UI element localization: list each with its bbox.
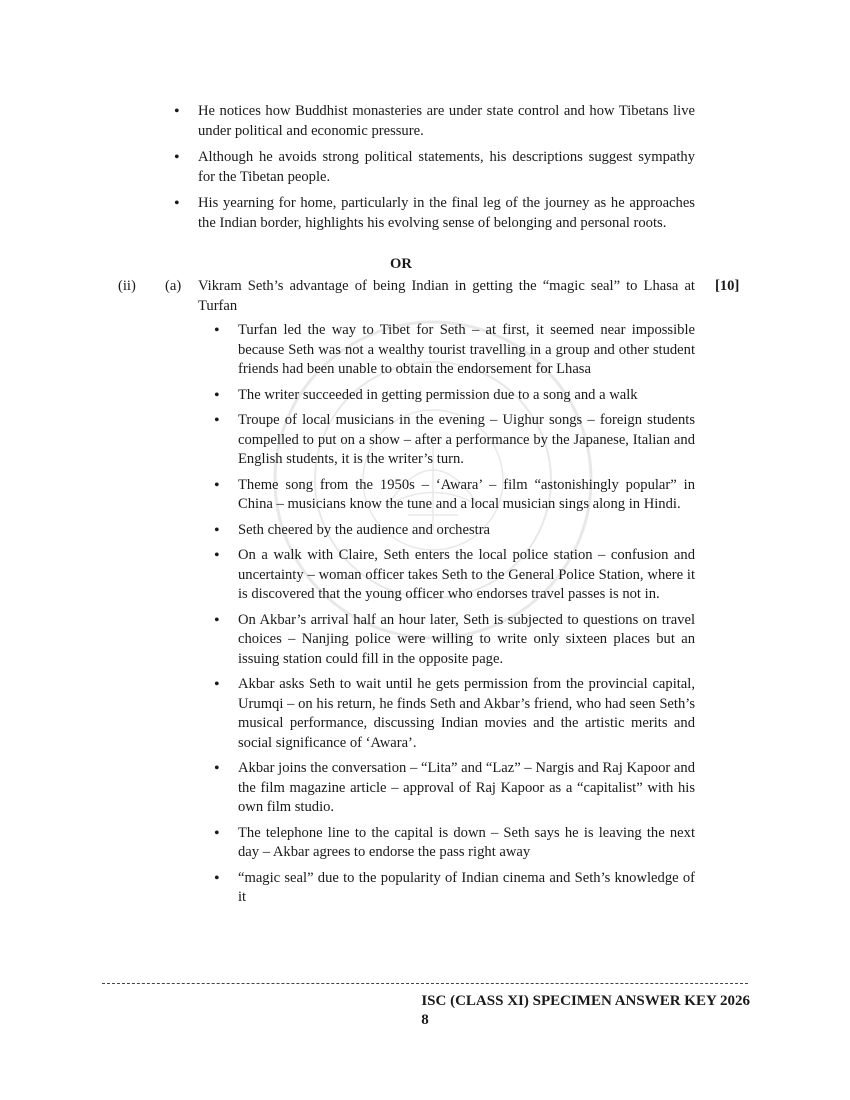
list-item: • On Akbar’s arrival half an hour later, Seth is subjected to questions on travel choices – Nanjing police were willing to write only sixteen places but an issuing station could fill in the opposite page. [238,611,695,670]
footer-divider [102,983,748,984]
answer-bullet-list [238,321,695,914]
list-item: • Akbar asks Seth to wait until he gets permission from the provincial capital, Urumqi – on his return, he finds Seth and Akbar’s friend, who had seen Seth’s musical performance, discussing Indian movies and the artistic merits and social significance of ‘Awara’. [238,675,695,753]
list-item: • The telephone line to the capital is down – Seth says he is leaving the next day – Akbar agrees to endorse the pass right away [238,824,695,863]
list-item: • The writer succeeded in getting permission due to a song and a walk [238,386,695,406]
list-item: • “magic seal” due to the popularity of Indian cinema and Seth’s knowledge of it [238,869,695,908]
or-divider: OR [390,256,412,272]
list-item: • Theme song from the 1950s – ‘Awara’ – film “astonishingly popular” in China – musicians know the tune and a local musician sings along in Hindi. [238,476,695,515]
list-item: • On a walk with Claire, Seth enters the local police station – confusion and uncertainty – woman officer takes Seth to the General Police Station, where it is discovered that the young officer who endorses travel passes is not in. [238,546,695,605]
list-item: • Akbar joins the conversation – “Lita” and “Laz” – Nargis and Raj Kapoor and the film magazine article – approval of Raj Kapoor as a “capitalist” with his own film studio. [238,759,695,818]
list-item: • Although he avoids strong political statements, his descriptions suggest sympathy for the Tibetan people. [198,148,695,187]
question-number: (ii) [118,278,136,294]
list-item: • His yearning for home, particularly in the final leg of the journey as he approaches the Indian border, highlights his evolving sense of belonging and personal roots. [198,194,695,233]
list-item: • He notices how Buddhist monasteries are under state control and how Tibetans live under political and economic pressure. [198,102,695,141]
question-part: (a) [165,278,182,294]
list-item: • Turfan led the way to Tibet for Seth – at first, it seemed near impossible because Seth was not a wealthy tourist travelling in a group and other student friends had been unable to obtain the endorsement for Lhasa [238,321,695,380]
list-item: • Seth cheered by the audience and orchestra [238,521,695,541]
question-heading: Vikram Seth’s advantage of being Indian in getting the “magic seal” to Lhasa at Turfan [198,278,695,314]
page-number: 8 [421,1012,429,1028]
top-bullet-list [198,102,695,240]
list-item: • Troupe of local musicians in the evening – Uighur songs – foreign students compelled to put on a show – after a performance by the Japanese, Italian and English students, it is the writer’s turn. [238,411,695,470]
footer-title: ISC (CLASS XI) SPECIMEN ANSWER KEY 2026 [421,993,750,1009]
marks-label: [10] [715,278,740,294]
